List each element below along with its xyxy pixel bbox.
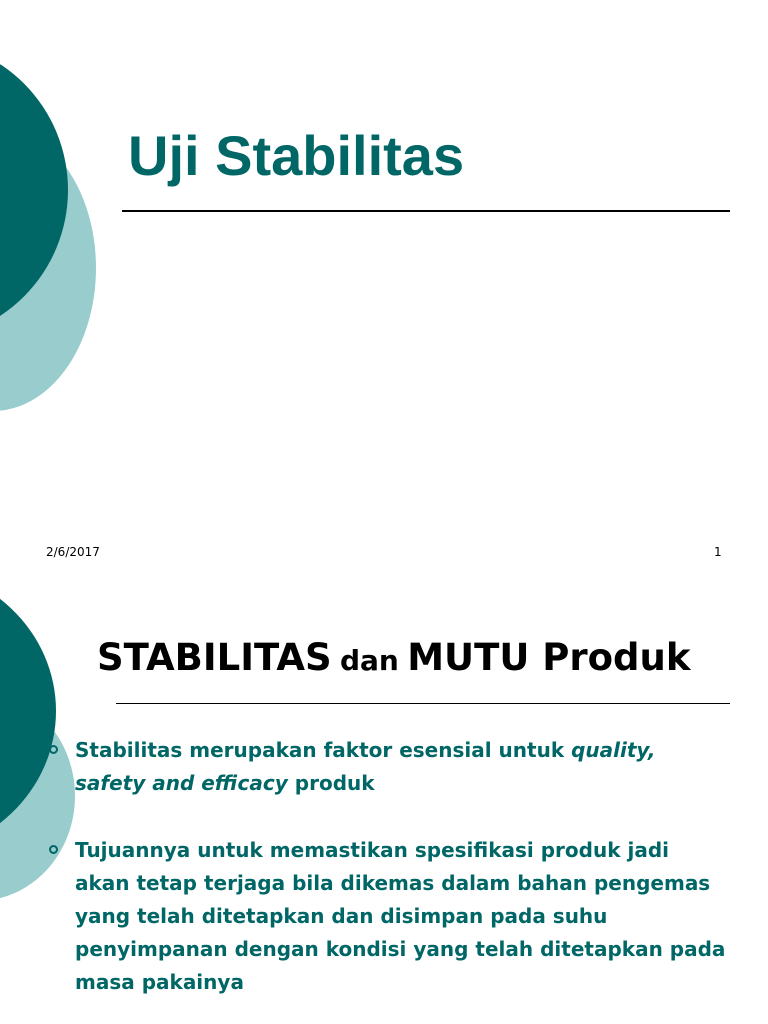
slide-2-title xyxy=(97,636,690,680)
hollow-circle-bullet-icon xyxy=(49,845,58,854)
bullet-item xyxy=(46,834,730,999)
title-divider xyxy=(116,703,730,704)
slide-number: 1 xyxy=(714,545,722,559)
title-part-mutu-produk: MUTU Produk xyxy=(407,636,691,679)
slide-1-title: Uji Stabilitas xyxy=(128,124,465,187)
title-divider xyxy=(122,210,730,212)
bullet-list xyxy=(46,734,730,1024)
bullet-text: Tujuannya untuk memastikan spesifikasi produk jadi akan tetap terjaga bila dikemas dalam bahan pengemas yang telah ditetapkan dan disimpan pada suhu penyimpanan dengan kondisi yang telah ditetapkan pada masa pakainya xyxy=(75,838,726,994)
slide-2 xyxy=(0,576,768,1024)
bullet-text-italic: quality, safety and efficacy xyxy=(75,738,656,795)
hollow-circle-bullet-icon xyxy=(49,745,58,754)
bullet-text-end: produk xyxy=(287,771,375,795)
bullet-text-start: Stabilitas merupakan faktor esensial untuk xyxy=(75,738,572,762)
title-part-stabilitas: STABILITAS xyxy=(97,636,332,679)
bullet-item xyxy=(46,734,730,800)
title-part-dan: dan xyxy=(339,644,399,677)
slide-date: 2/6/2017 xyxy=(46,545,100,559)
